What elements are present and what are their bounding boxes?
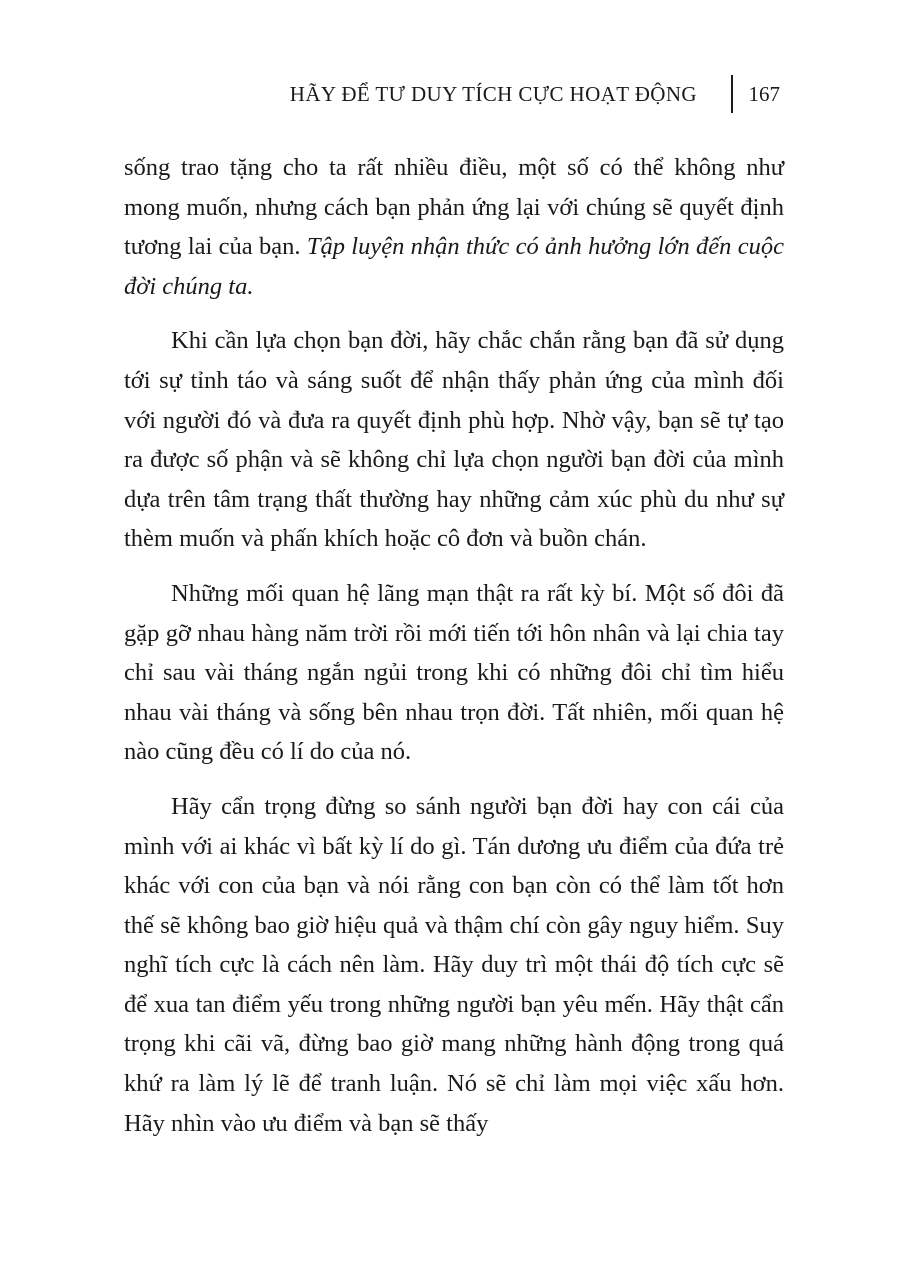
chapter-title: HÃY ĐỂ TƯ DUY TÍCH CỰC HOẠT ĐỘNG bbox=[289, 81, 697, 106]
paragraph-text: sống trao tặng cho ta rất nhiều điều, một số có thể không như mong muốn, nhưng cách bạn phản ứng lại với chúng sẽ quyết định tương lai của bạn. bbox=[124, 154, 784, 261]
paragraph-text: Những mối quan hệ lãng mạn thật ra rất kỳ bí. Một số đôi đã gặp gỡ nhau hàng năm trời rồi mới tiến tới hôn nhân và lại chia tay chỉ sau vài tháng ngắn ngủi trong khi có những đôi chỉ tìm hiểu nhau vài tháng và sống bên nhau trọn đời. Tất nhiên, mối quan hệ nào cũng đều có lí do của nó. bbox=[124, 579, 784, 766]
paragraph-continued bbox=[124, 148, 784, 306]
italic-emphasis: Tập luyện nhận thức có ảnh hưởng lớn đến cuộc đời chúng ta. bbox=[124, 233, 784, 300]
paragraph bbox=[124, 574, 784, 772]
paragraph-text: Khi cần lựa chọn bạn đời, hãy chắc chắn rằng bạn đã sử dụng tới sự tỉnh táo và sáng suốt để nhận thấy phản ứng của mình đối với người đó và đưa ra quyết định phù hợp. Nhờ vậy, bạn sẽ tự tạo ra được số phận và sẽ không chỉ lựa chọn người bạn đời của mình dựa trên tâm trạng thất thường hay những cảm xúc phù du như sự thèm muốn và phấn khích hoặc cô đơn và buồn chán. bbox=[124, 327, 784, 553]
page-number: 167 bbox=[748, 81, 780, 106]
running-header bbox=[120, 74, 780, 114]
paragraph bbox=[124, 787, 784, 1143]
paragraph bbox=[124, 321, 784, 559]
body-text bbox=[124, 148, 784, 1143]
paragraph-text: Hãy cẩn trọng đừng so sánh người bạn đời hay con cái của mình với ai khác vì bất kỳ lí do gì. Tán dương ưu điểm của đứa trẻ khác với con của bạn và nói rằng con bạn còn có thể làm tốt hơn thế sẽ không bao giờ hiệu quả và thậm chí còn gây nguy hiểm. Suy nghĩ tích cực là cách nên làm. Hãy duy trì một thái độ tích cực sẽ để xua tan điểm yếu trong những người bạn yêu mến. Hãy thật cẩn trọng khi cãi vã, đừng bao giờ mang những hành động trong quá khứ ra làm lý lẽ để tranh luận. Nó sẽ chỉ làm mọi việc xấu hơn. Hãy nhìn vào ưu điểm và bạn sẽ thấy bbox=[124, 792, 784, 1137]
header-divider bbox=[731, 75, 733, 113]
